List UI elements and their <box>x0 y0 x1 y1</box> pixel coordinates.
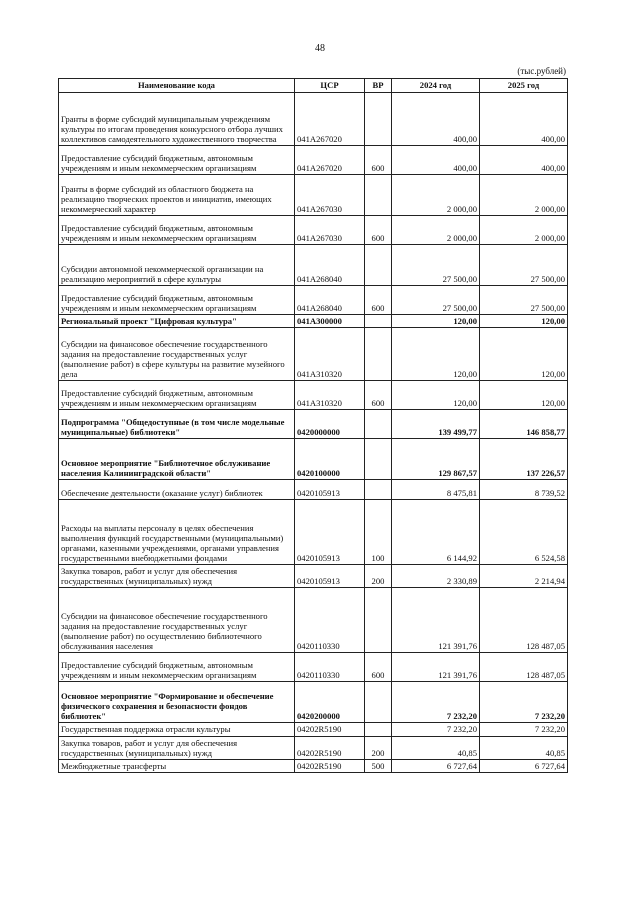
row-value-2024: 120,00 <box>392 328 480 381</box>
row-value-2024: 129 867,57 <box>392 439 480 480</box>
row-name: Субсидии автономной некоммерческой организации на реализацию мероприятий в сфере культуры <box>59 245 295 286</box>
row-value-2024: 120,00 <box>392 315 480 328</box>
row-value-2024: 27 500,00 <box>392 286 480 315</box>
row-name: Межбюджетные трансферты <box>59 759 295 772</box>
row-value-2025: 7 232,20 <box>480 723 568 736</box>
row-value-2024: 120,00 <box>392 381 480 410</box>
row-value-2024: 2 000,00 <box>392 175 480 216</box>
table-row <box>59 286 568 315</box>
header-2025: 2025 год <box>480 79 568 93</box>
row-value-2024: 8 475,81 <box>392 480 480 500</box>
row-name: Предоставление субсидий бюджетным, автономным учреждениям и иным некоммерческим организациям <box>59 146 295 175</box>
row-csr: 041A310320 <box>295 381 365 410</box>
row-csr: 041A267030 <box>295 175 365 216</box>
row-value-2025: 137 226,57 <box>480 439 568 480</box>
row-value-2025: 128 487,05 <box>480 588 568 653</box>
row-value-2025: 6 727,64 <box>480 759 568 772</box>
row-value-2025: 8 739,52 <box>480 480 568 500</box>
row-csr: 0420105913 <box>295 480 365 500</box>
row-value-2024: 6 727,64 <box>392 759 480 772</box>
table-body <box>59 93 568 773</box>
row-name: Субсидии на финансовое обеспечение государственного задания на предоставление государственных услуг (выполнение работ) в сфере культуры на развитие музейного дела <box>59 328 295 381</box>
row-vr: 600 <box>365 381 392 410</box>
row-csr: 041A267020 <box>295 93 365 146</box>
row-value-2024: 139 499,77 <box>392 410 480 439</box>
row-name: Предоставление субсидий бюджетным, автономным учреждениям и иным некоммерческим организациям <box>59 216 295 245</box>
row-value-2025: 400,00 <box>480 93 568 146</box>
row-value-2025: 400,00 <box>480 146 568 175</box>
row-value-2025: 2 000,00 <box>480 175 568 216</box>
row-vr: 200 <box>365 565 392 588</box>
row-vr <box>365 93 392 146</box>
row-name: Обеспечение деятельности (оказание услуг) библиотек <box>59 480 295 500</box>
row-name: Расходы на выплаты персоналу в целях обеспечения выполнения функций государственными (муниципальными) органами, казенными учреждениями, органами управления государственными внебюджетными фондами <box>59 500 295 565</box>
row-name: Основное мероприятие "Библиотечное обслуживание населения Калининградской области" <box>59 439 295 480</box>
header-2024: 2024 год <box>392 79 480 93</box>
row-csr: 0420110330 <box>295 653 365 682</box>
row-name: Закупка товаров, работ и услуг для обеспечения государственных (муниципальных) нужд <box>59 736 295 759</box>
row-vr: 600 <box>365 146 392 175</box>
row-value-2024: 27 500,00 <box>392 245 480 286</box>
row-value-2024: 400,00 <box>392 93 480 146</box>
row-csr: 041A268040 <box>295 245 365 286</box>
row-vr: 100 <box>365 500 392 565</box>
units-label: (тыс.рублей) <box>517 66 566 76</box>
row-value-2025: 40,85 <box>480 736 568 759</box>
row-vr: 600 <box>365 286 392 315</box>
row-value-2025: 120,00 <box>480 381 568 410</box>
row-csr: 041A310320 <box>295 328 365 381</box>
table-row <box>59 315 568 328</box>
row-csr: 041A268040 <box>295 286 365 315</box>
row-vr <box>365 682 392 723</box>
table-row <box>59 682 568 723</box>
row-value-2025: 2 214,94 <box>480 565 568 588</box>
table-row <box>59 146 568 175</box>
row-value-2025: 6 524,58 <box>480 500 568 565</box>
row-csr: 0420200000 <box>295 682 365 723</box>
table-row <box>59 588 568 653</box>
table-header-row <box>59 79 568 93</box>
table-row <box>59 381 568 410</box>
row-value-2025: 2 000,00 <box>480 216 568 245</box>
row-value-2024: 40,85 <box>392 736 480 759</box>
row-value-2024: 400,00 <box>392 146 480 175</box>
table-row <box>59 500 568 565</box>
table-row <box>59 480 568 500</box>
table-row <box>59 736 568 759</box>
row-name: Субсидии на финансовое обеспечение государственного задания на предоставление государственных услуг (выполнение работ) по осуществлению библиотечного обслуживания населения <box>59 588 295 653</box>
row-vr <box>365 588 392 653</box>
row-name: Гранты в форме субсидий муниципальным учреждениям культуры по итогам проведения конкурсного отбора лучших коллективов самодеятельного художественного творчества <box>59 93 295 146</box>
table-row <box>59 723 568 736</box>
row-name: Гранты в форме субсидий из областного бюджета на реализацию творческих проектов и инициатив, имеющих некоммерческий характер <box>59 175 295 216</box>
row-name: Основное мероприятие "Формирование и обеспечение физического сохранения и безопасности фондов библиотек" <box>59 682 295 723</box>
row-csr: 041A267020 <box>295 146 365 175</box>
row-csr: 041A300000 <box>295 315 365 328</box>
row-name: Подпрограмма "Общедоступные (в том числе модельные муниципальные) библиотеки" <box>59 410 295 439</box>
budget-table <box>58 78 568 773</box>
row-vr <box>365 480 392 500</box>
row-vr: 200 <box>365 736 392 759</box>
row-csr: 04202R5190 <box>295 759 365 772</box>
row-name: Закупка товаров, работ и услуг для обеспечения государственных (муниципальных) нужд <box>59 565 295 588</box>
row-value-2025: 27 500,00 <box>480 286 568 315</box>
row-vr <box>365 315 392 328</box>
table-row <box>59 245 568 286</box>
row-vr <box>365 439 392 480</box>
row-vr <box>365 245 392 286</box>
row-value-2025: 27 500,00 <box>480 245 568 286</box>
table-row <box>59 93 568 146</box>
row-vr: 500 <box>365 759 392 772</box>
row-csr: 0420100000 <box>295 439 365 480</box>
row-vr <box>365 723 392 736</box>
row-name: Региональный проект "Цифровая культура" <box>59 315 295 328</box>
row-value-2025: 120,00 <box>480 328 568 381</box>
row-value-2024: 121 391,76 <box>392 653 480 682</box>
row-csr: 0420105913 <box>295 500 365 565</box>
row-vr: 600 <box>365 653 392 682</box>
row-csr: 0420110330 <box>295 588 365 653</box>
row-csr: 0420105913 <box>295 565 365 588</box>
row-name: Предоставление субсидий бюджетным, автономным учреждениям и иным некоммерческим организациям <box>59 286 295 315</box>
row-csr: 04202R5190 <box>295 736 365 759</box>
table-row <box>59 216 568 245</box>
row-value-2025: 146 858,77 <box>480 410 568 439</box>
table-row <box>59 328 568 381</box>
header-csr: ЦСР <box>295 79 365 93</box>
row-value-2024: 7 232,20 <box>392 723 480 736</box>
row-csr: 04202R5190 <box>295 723 365 736</box>
page-number: 48 <box>315 43 325 54</box>
row-vr <box>365 410 392 439</box>
header-vr: ВР <box>365 79 392 93</box>
row-value-2024: 121 391,76 <box>392 588 480 653</box>
row-value-2024: 2 330,89 <box>392 565 480 588</box>
row-vr <box>365 328 392 381</box>
row-name: Государственная поддержка отрасли культуры <box>59 723 295 736</box>
row-value-2024: 7 232,20 <box>392 682 480 723</box>
row-name: Предоставление субсидий бюджетным, автономным учреждениям и иным некоммерческим организациям <box>59 653 295 682</box>
table-row <box>59 439 568 480</box>
row-csr: 041A267030 <box>295 216 365 245</box>
table-row <box>59 175 568 216</box>
row-vr <box>365 175 392 216</box>
table-row <box>59 653 568 682</box>
row-value-2025: 120,00 <box>480 315 568 328</box>
row-name: Предоставление субсидий бюджетным, автономным учреждениям и иным некоммерческим организациям <box>59 381 295 410</box>
row-vr: 600 <box>365 216 392 245</box>
header-name: Наименование кода <box>59 79 295 93</box>
row-value-2024: 6 144,92 <box>392 500 480 565</box>
table-row <box>59 565 568 588</box>
table-row <box>59 759 568 772</box>
row-csr: 0420000000 <box>295 410 365 439</box>
row-value-2024: 2 000,00 <box>392 216 480 245</box>
row-value-2025: 7 232,20 <box>480 682 568 723</box>
table-row <box>59 410 568 439</box>
row-value-2025: 128 487,05 <box>480 653 568 682</box>
